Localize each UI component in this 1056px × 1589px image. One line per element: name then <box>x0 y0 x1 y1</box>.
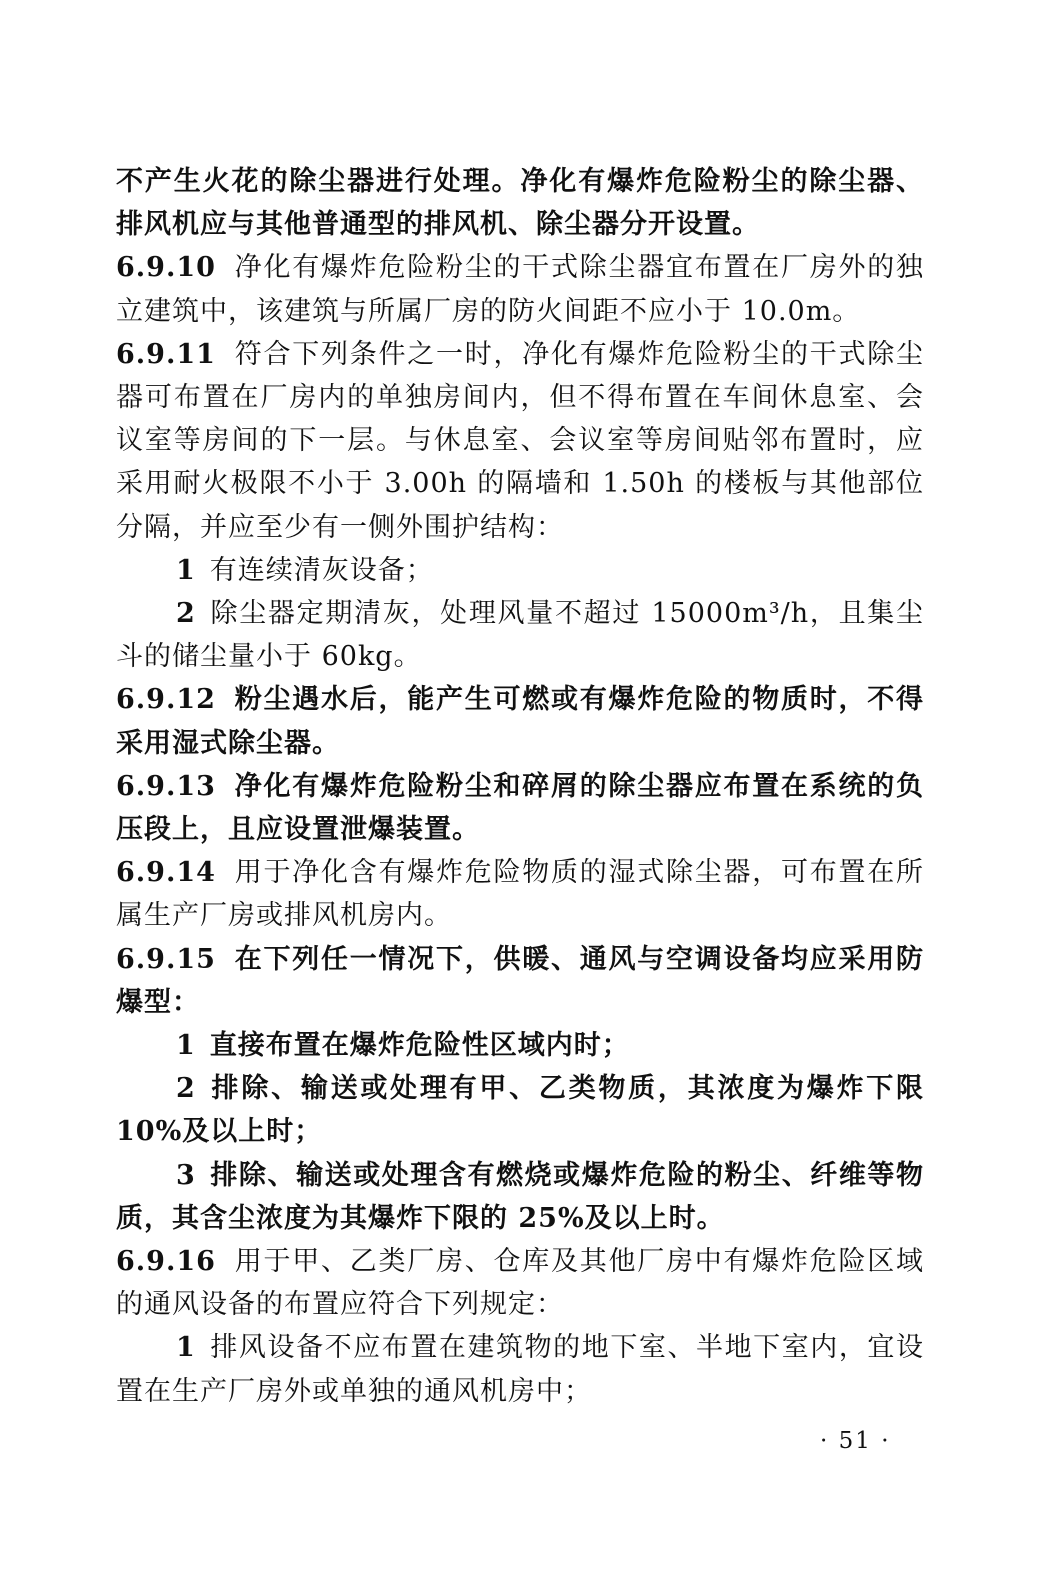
clause-text: 净化有爆炸危险粉尘的干式除尘器宜布置在厂房外的独立建筑中，该建筑与所属厂房的防火间距不应小于 10.0m。 <box>116 252 924 327</box>
list-item-text: 排风设备不应布置在建筑物的地下室、半地下室内，宜设置在生产厂房外或单独的通风机房中； <box>116 1332 924 1407</box>
clause-text: 在下列任一情况下，供暖、通风与空调设备均应采用防爆型： <box>116 943 924 1018</box>
paragraph-text: 不产生火花的除尘器进行处理。净化有爆炸危险粉尘的除尘器、排风机应与其他普通型的排风机、除尘器分开设置。 <box>116 166 924 241</box>
clause-text: 用于净化含有爆炸危险物质的湿式除尘器，可布置在所属生产厂房或排风机房内。 <box>116 857 924 932</box>
clause-text: 净化有爆炸危险粉尘和碎屑的除尘器应布置在系统的负压段上，且应设置泄爆装置。 <box>116 770 924 846</box>
clause-number: 6.9.14 <box>116 857 216 889</box>
list-item-text: 除尘器定期清灰，处理风量不超过 15000m³/h，且集尘斗的储尘量小于 60kg。 <box>116 598 924 673</box>
clause-6-9-10 <box>116 246 924 332</box>
list-item-number: 2 <box>176 598 196 630</box>
list-item-number: 3 <box>176 1159 196 1191</box>
list-item-number: 1 <box>176 1332 196 1364</box>
list-item-text: 排除、输送或处理有甲、乙类物质，其浓度为爆炸下限 10%及以上时； <box>116 1073 924 1148</box>
clause-number: 6.9.13 <box>116 770 216 802</box>
clause-number: 6.9.16 <box>116 1246 216 1278</box>
clause-6-9-12 <box>116 678 924 764</box>
list-item <box>116 1326 924 1412</box>
clause-text: 用于甲、乙类厂房、仓库及其他厂房中有爆炸危险区域的通风设备的布置应符合下列规定： <box>116 1246 924 1321</box>
clause-6-9-11 <box>116 333 924 549</box>
clause-text: 粉尘遇水后，能产生可燃或有爆炸危险的物质时，不得采用湿式除尘器。 <box>116 684 924 759</box>
clause-number: 6.9.10 <box>116 252 216 284</box>
list-item-text: 直接布置在爆炸危险性区域内时； <box>209 1030 630 1062</box>
clause-6-9-16 <box>116 1240 924 1326</box>
clause-number: 6.9.11 <box>116 338 216 370</box>
clause-number: 6.9.12 <box>116 684 216 716</box>
clause-6-9-15 <box>116 938 924 1024</box>
clause-6-9-14 <box>116 851 924 937</box>
list-item-text: 有连续清灰设备； <box>209 554 434 586</box>
list-item <box>116 549 924 592</box>
clause-6-9-13 <box>116 765 924 851</box>
list-item <box>116 1067 924 1153</box>
clause-number: 6.9.15 <box>116 943 216 975</box>
list-item <box>116 592 924 678</box>
clause-text: 符合下列条件之一时，净化有爆炸危险粉尘的干式除尘器可布置在厂房内的单独房间内，但不得布置在车间休息室、会议室等房间的下一层。与休息室、会议室等房间贴邻布置时，应采用耐火极限不小于 3.00h 的隔墙和 1.50h 的楼板与其他部位分隔，并应至少有一侧外围护结构： <box>116 338 924 543</box>
list-item-number: 1 <box>176 554 196 586</box>
list-item-text: 排除、输送或处理含有燃烧或爆炸危险的粉尘、纤维等物质，其含尘浓度为其爆炸下限的 25%及以上时。 <box>116 1159 924 1234</box>
list-item <box>116 1024 924 1067</box>
list-item <box>116 1154 924 1240</box>
paragraph-continuation <box>116 160 924 246</box>
list-item-number: 1 <box>176 1030 196 1062</box>
list-item-number: 2 <box>176 1073 196 1105</box>
page-number: · 51 · <box>820 1428 891 1454</box>
body-text <box>116 160 924 1413</box>
